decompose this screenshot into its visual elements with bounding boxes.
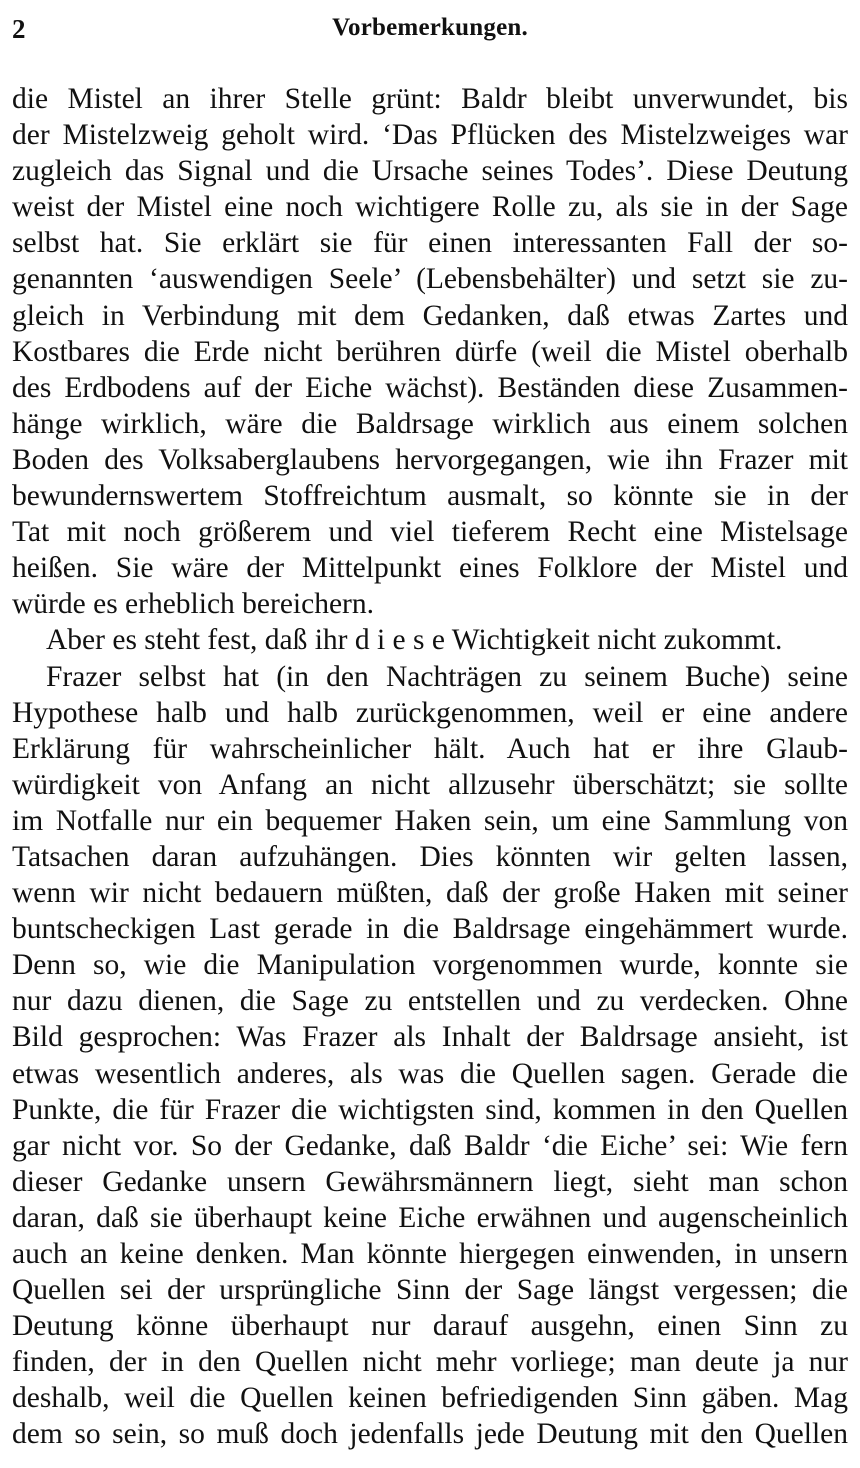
text-line: des Erdbodens auf der Eiche wächst). Beständen diese Zusammen- — [12, 371, 848, 404]
text-line: weist der Mistel eine noch wichtigere Rolle zu, als sie in der Sage — [12, 191, 848, 224]
text-line: daran, daß sie überhaupt keine Eiche erwähnen und augenscheinlich — [12, 1201, 848, 1234]
text-line: genannten ‘auswendigen Seele’ (Lebensbehälter) und setzt sie zu- — [12, 263, 848, 296]
text-line: nur dazu dienen, die Sage zu entstellen und zu verdecken. Ohne — [12, 985, 848, 1018]
text-line: Hypothese halb und halb zurückgenommen, weil er eine andere — [12, 696, 848, 729]
text-line: zugleich das Signal und die Ursache seines Todes’. Diese Deutung — [12, 155, 848, 188]
text-line: die Mistel an ihrer Stelle grünt: Baldr bleibt unverwundet, bis — [12, 83, 848, 115]
text-line: etwas wesentlich anderes, als was die Quellen sagen. Gerade die — [12, 1057, 848, 1090]
text-line: Bild gesprochen: Was Frazer als Inhalt der Baldrsage ansieht, ist — [12, 1021, 848, 1054]
text-line: deshalb, weil die Quellen keinen befriedigenden Sinn gäben. Mag — [12, 1382, 848, 1415]
text-line: Quellen sei der ursprüngliche Sinn der Sage längst vergessen; die — [12, 1274, 848, 1307]
running-title: Vorbemerkungen. — [332, 14, 528, 41]
text-line: gleich in Verbindung mit dem Gedanken, daß etwas Zartes und — [12, 299, 848, 332]
text-line: Tatsachen daran aufzuhängen. Dies könnten wir gelten lassen, — [12, 840, 848, 873]
text-line: Deutung könne überhaupt nur darauf ausgehn, einen Sinn zu — [12, 1310, 848, 1343]
text-line: der Mistelzweig geholt wird. ‘Das Pflücken des Mistelzweiges war — [12, 119, 848, 152]
text-line: heißen. Sie wäre der Mittelpunkt eines Folklore der Mistel und — [12, 552, 848, 585]
text-line: Punkte, die für Frazer die wichtigsten sind, kommen in den Quellen — [12, 1093, 848, 1126]
text-line: im Notfalle nur ein bequemer Haken sein, um eine Sammlung von — [12, 804, 848, 837]
text-line: würdigkeit von Anfang an nicht allzusehr überschätzt; sie sollte — [12, 768, 848, 801]
text-line: Boden des Volksaberglaubens hervorgegangen, wie ihn Frazer mit — [12, 443, 848, 476]
text-line: buntscheckigen Last gerade in die Baldrsage eingehämmert wurde. — [12, 913, 848, 946]
text-line: Erklärung für wahrscheinlicher hält. Auch hat er ihre Glaub- — [12, 732, 848, 765]
text-line: Kostbares die Erde nicht berühren dürfe (weil die Mistel oberhalb — [12, 335, 848, 368]
text-line: wenn wir nicht bedauern müßten, daß der große Haken mit seiner — [12, 877, 848, 910]
text-line: Tat mit noch größerem und viel tieferem Recht eine Mistelsage — [12, 516, 848, 549]
text-line: Frazer selbst hat (in den Nachträgen zu seinem Buche) seine — [46, 660, 848, 693]
text-line: Denn so, wie die Manipulation vorgenommen wurde, konnte sie — [12, 949, 848, 982]
running-head — [12, 14, 848, 54]
text-line: hänge wirklich, wäre die Baldrsage wirklich aus einem solchen — [12, 407, 848, 440]
text-line: dem so sein, so muß doch jedenfalls jede Deutung mit den Quellen — [12, 1418, 848, 1451]
text-line: selbst hat. Sie erklärt sie für einen interessanten Fall der so- — [12, 227, 848, 260]
body-text — [12, 81, 848, 1453]
text-line: dieser Gedanke unsern Gewährsmännern liegt, sieht man schon — [12, 1165, 848, 1198]
text-line: gar nicht vor. So der Gedanke, daß Baldr ‘die Eiche’ sei: Wie fern — [12, 1129, 848, 1162]
text-line: würde es erheblich bereichern. — [12, 588, 375, 621]
text-line: finden, der in den Quellen nicht mehr vorliege; man deute ja nur — [12, 1346, 848, 1379]
page-number: 2 — [12, 14, 26, 44]
text-line: bewundernswertem Stoffreichtum ausmalt, so könnte sie in der — [12, 480, 848, 513]
text-line: Aber es steht fest, daß ihr d i e s e Wichtigkeit nicht zukommt. — [46, 624, 783, 657]
text-line: auch an keine denken. Man könnte hiergegen einwenden, in unsern — [12, 1238, 848, 1270]
